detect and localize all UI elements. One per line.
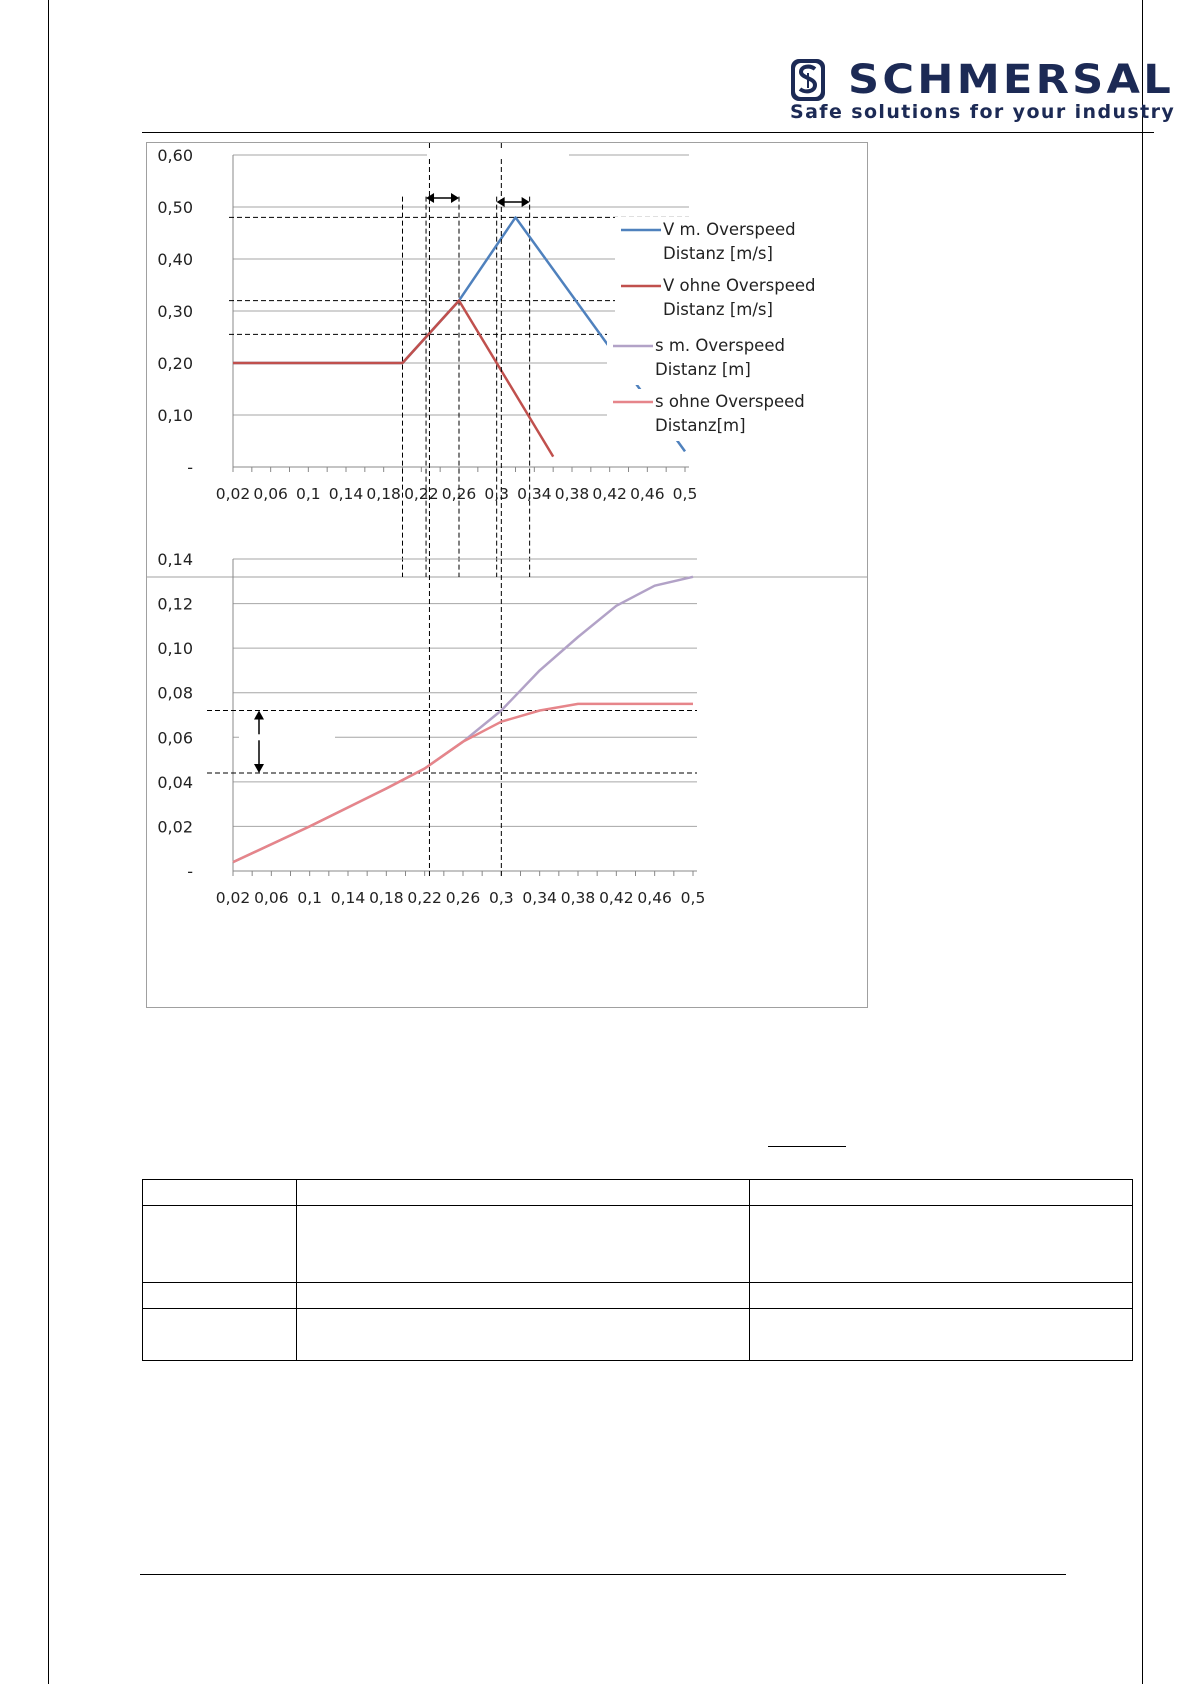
legend-label-unit: Distanz [m/s] — [663, 300, 773, 319]
y-tick-label: 0,10 — [157, 406, 193, 425]
legend-label-unit: Distanz[m] — [655, 416, 746, 435]
table-row-divider — [143, 1308, 1132, 1309]
y-tick-label: 0,08 — [157, 683, 193, 703]
x-tick-label: 0,3 — [484, 485, 509, 503]
y-tick-label: 0,12 — [157, 594, 193, 614]
y-tick-label: 0,02 — [157, 817, 193, 837]
y-tick-label: 0,04 — [157, 772, 193, 792]
y-tick-label: 0,10 — [157, 639, 193, 659]
x-tick-label: 0,1 — [296, 485, 321, 503]
arrow-head-right — [522, 197, 530, 207]
x-tick-label: 0,22 — [404, 485, 439, 503]
arrow-head-up — [254, 711, 264, 720]
legend-label: s ohne Overspeed — [655, 392, 805, 411]
x-tick-label: 0,3 — [489, 889, 514, 907]
x-tick-label: 0,06 — [254, 889, 289, 907]
brand-name: SCHMERSAL — [848, 57, 1174, 103]
header-rule — [142, 132, 1154, 133]
y-tick-label: 0,60 — [157, 146, 193, 165]
x-tick-label: 0,06 — [253, 485, 288, 503]
x-tick-label: 0,42 — [599, 889, 634, 907]
x-tick-label: 0,14 — [328, 485, 364, 503]
y-tick-label: 0,20 — [157, 354, 193, 373]
y-tick-label: 0,40 — [157, 250, 193, 269]
x-tick-label: 0,38 — [560, 889, 596, 907]
y-tick-label: 0,50 — [157, 198, 193, 217]
legend-label: s m. Overspeed — [655, 336, 785, 355]
gridline-gap — [427, 151, 569, 157]
x-tick-label: 0,34 — [522, 889, 557, 907]
x-tick-label: 0,26 — [445, 889, 481, 907]
y-tick-label: 0,30 — [157, 302, 193, 321]
x-tick-label: 0,02 — [215, 485, 251, 503]
x-tick-label: 0,46 — [630, 485, 665, 503]
page-left-border — [48, 0, 49, 1684]
page-right-border — [1142, 0, 1143, 1684]
x-tick-label: 0,14 — [330, 889, 366, 907]
y-tick-label: 0,06 — [157, 728, 193, 748]
schmersal-logo-icon — [790, 58, 826, 102]
legend-label: V ohne Overspeed — [663, 276, 816, 295]
arrow-head-left — [497, 197, 505, 207]
series-line — [233, 301, 553, 457]
arrow-head-left — [426, 193, 434, 203]
brand-slogan: Safe solutions for your industry — [790, 101, 1176, 123]
x-tick-label: 0,38 — [554, 485, 590, 503]
x-tick-label: 0,46 — [637, 889, 672, 907]
table-col-divider — [749, 1180, 750, 1360]
table-col-divider — [296, 1180, 297, 1360]
x-tick-label: 0,22 — [407, 889, 442, 907]
x-tick-label: 0,42 — [592, 485, 627, 503]
y-tick-label: 0,14 — [157, 550, 193, 569]
x-tick-label: 0,1 — [297, 889, 322, 907]
series-line — [233, 704, 693, 862]
arrow-head-down — [254, 764, 264, 773]
legend-label-unit: Distanz [m/s] — [663, 244, 773, 263]
x-tick-label: 0,34 — [517, 485, 552, 503]
arrow-head-right — [451, 193, 459, 203]
y-tick-label: - — [187, 862, 193, 881]
charts-svg — [147, 143, 867, 1007]
x-tick-label: 0,02 — [215, 889, 251, 907]
footer-rule — [140, 1574, 1066, 1575]
series-line — [233, 577, 693, 862]
empty-table — [142, 1179, 1133, 1361]
x-tick-label: 0,26 — [441, 485, 477, 503]
table-row-divider — [143, 1205, 1132, 1206]
gridline-gap — [239, 734, 335, 740]
underline-mark — [768, 1146, 846, 1147]
table-row-divider — [143, 1282, 1132, 1283]
x-tick-label: 0,18 — [366, 485, 401, 503]
chart-frame — [146, 142, 868, 1008]
y-tick-label: - — [187, 458, 193, 477]
legend-label-unit: Distanz [m] — [655, 360, 751, 379]
x-tick-label: 0,18 — [369, 889, 404, 907]
legend-label: V m. Overspeed — [663, 220, 796, 239]
x-tick-label: 0,5 — [672, 485, 698, 503]
x-tick-label: 0,5 — [680, 889, 706, 907]
